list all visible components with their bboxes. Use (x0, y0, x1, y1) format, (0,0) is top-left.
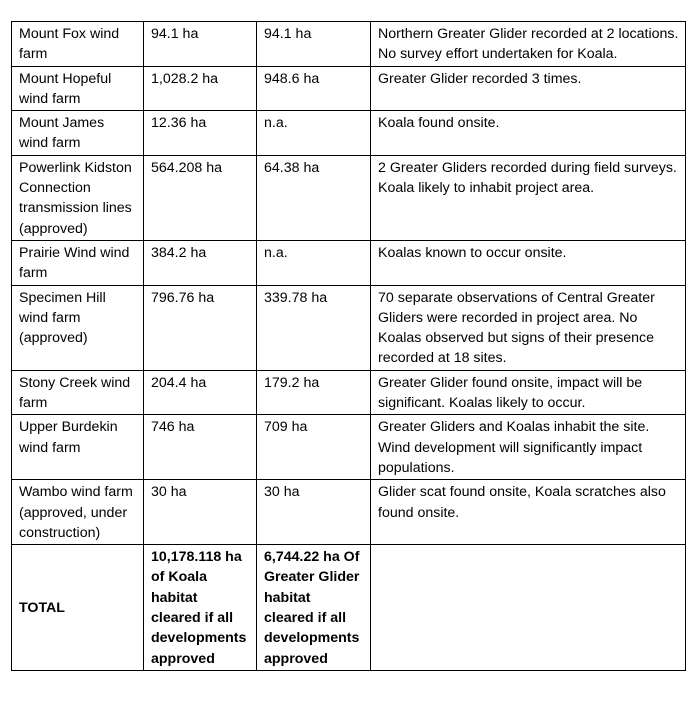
project-name: Mount Hopeful wind farm (12, 66, 144, 111)
project-name: Specimen Hill wind farm (approved) (12, 285, 144, 370)
project-name: Wambo wind farm (approved, under construction) (12, 480, 144, 545)
survey-notes: Koalas known to occur onsite. (371, 240, 686, 285)
total-label: TOTAL (12, 545, 144, 671)
table-row (12, 155, 686, 240)
survey-notes: 70 separate observations of Central Greater Gliders were recorded in project area. No Koalas observed but signs of their presence recorded at 18 sites. (371, 285, 686, 370)
project-name: Mount James wind farm (12, 111, 144, 156)
survey-notes: Koala found onsite. (371, 111, 686, 156)
koala-habitat-area: 1,028.2 ha (144, 66, 257, 111)
table-row (12, 111, 686, 156)
glider-habitat-area: 64.38 ha (257, 155, 371, 240)
glider-habitat-area: 30 ha (257, 480, 371, 545)
koala-habitat-area: 94.1 ha (144, 22, 257, 67)
project-name: Powerlink Kidston Connection transmission lines (approved) (12, 155, 144, 240)
survey-notes: Northern Greater Glider recorded at 2 locations. No survey effort undertaken for Koala. (371, 22, 686, 67)
glider-habitat-area: 709 ha (257, 415, 371, 480)
glider-habitat-area: n.a. (257, 111, 371, 156)
table-row (12, 66, 686, 111)
koala-habitat-area: 30 ha (144, 480, 257, 545)
koala-habitat-area: 12.36 ha (144, 111, 257, 156)
koala-habitat-area: 564.208 ha (144, 155, 257, 240)
koala-habitat-area: 204.4 ha (144, 370, 257, 415)
table-row (12, 415, 686, 480)
survey-notes: Glider scat found onsite, Koala scratches also found onsite. (371, 480, 686, 545)
project-name: Stony Creek wind farm (12, 370, 144, 415)
total-glider-habitat: 6,744.22 ha Of Greater Glider habitat cleared if all developments approved (257, 545, 371, 671)
glider-habitat-area: 948.6 ha (257, 66, 371, 111)
project-name: Prairie Wind wind farm (12, 240, 144, 285)
survey-notes: Greater Glider recorded 3 times. (371, 66, 686, 111)
project-name: Upper Burdekin wind farm (12, 415, 144, 480)
koala-habitat-area: 796.76 ha (144, 285, 257, 370)
koala-habitat-area: 746 ha (144, 415, 257, 480)
table-row (12, 370, 686, 415)
total-notes (371, 545, 686, 671)
survey-notes: 2 Greater Gliders recorded during field surveys. Koala likely to inhabit project area. (371, 155, 686, 240)
koala-habitat-area: 384.2 ha (144, 240, 257, 285)
table-row (12, 480, 686, 545)
glider-habitat-area: 339.78 ha (257, 285, 371, 370)
table-row (12, 240, 686, 285)
glider-habitat-area: 179.2 ha (257, 370, 371, 415)
table-row (12, 285, 686, 370)
survey-notes: Greater Gliders and Koalas inhabit the site. Wind development will significantly impact populations. (371, 415, 686, 480)
table-body (12, 22, 686, 671)
glider-habitat-area: 94.1 ha (257, 22, 371, 67)
project-name: Mount Fox wind farm (12, 22, 144, 67)
total-row (12, 545, 686, 671)
glider-habitat-area: n.a. (257, 240, 371, 285)
table-row (12, 22, 686, 67)
habitat-clearing-table (11, 21, 686, 671)
total-koala-habitat: 10,178.118 ha of Koala habitat cleared if all developments approved (144, 545, 257, 671)
survey-notes: Greater Glider found onsite, impact will be significant. Koalas likely to occur. (371, 370, 686, 415)
